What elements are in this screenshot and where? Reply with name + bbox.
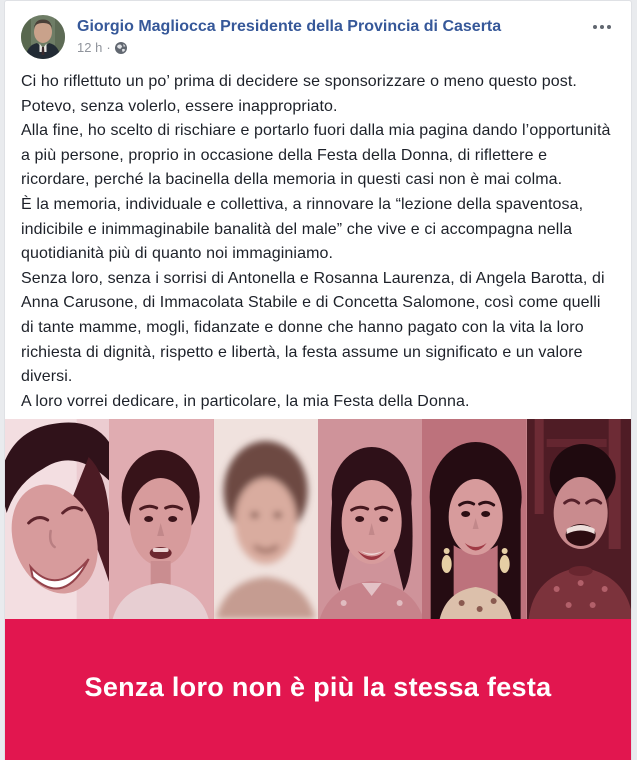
author-name-link[interactable]: Giorgio Magliocca Presidente della Provincia di Caserta	[77, 18, 502, 35]
portrait-panel-2	[109, 419, 213, 619]
header-text-block	[77, 15, 581, 55]
portrait-panel-5	[422, 419, 526, 619]
post-text-line: Ci ho riflettuto un po’ prima di decidere se sponsorizzare o meno questo post.	[21, 73, 577, 90]
author-avatar[interactable]	[21, 15, 65, 59]
globe-public-icon	[115, 42, 127, 54]
ellipsis-icon	[593, 25, 597, 29]
post-text	[5, 68, 631, 419]
post-text-line: Potevo, senza volerlo, essere inappropriato.	[21, 97, 338, 115]
banner-text: Senza loro non è più la stessa festa	[84, 672, 552, 703]
portrait-panel-1	[5, 419, 109, 619]
post-image[interactable]	[5, 419, 631, 760]
timestamp[interactable]: 12 h	[77, 40, 103, 55]
photo-collage	[5, 419, 631, 619]
post-text-line: È la memoria, individuale e collettiva, a rinnovare la “lezione della spaventosa, indicibile e inimmaginabile banalità del male” che vive e ci accompagna nella quotidianità più di quanto noi immaginiamo.	[21, 195, 584, 263]
post-text-line: Alla fine, ho scelto di rischiare e portarlo fuori dalla mia pagina dando l’opportunità a più persone, proprio in occasione della Festa della Donna, di riflettere e ricordare, perché la bacinella della memoria in questi casi non è mai colma.	[21, 122, 611, 189]
portrait-panel-3	[214, 419, 318, 619]
post-header	[5, 1, 631, 68]
facebook-post-card	[4, 0, 632, 760]
post-text-line: A loro vorrei dedicare, in particolare, la mia Festa della Donna.	[21, 392, 470, 410]
portrait-panel-6	[527, 419, 631, 619]
post-meta[interactable]	[77, 40, 581, 55]
image-banner	[5, 619, 631, 760]
avatar-photo	[21, 15, 65, 59]
portrait-panel-4	[318, 419, 422, 619]
post-text-line: Senza loro, senza i sorrisi di Antonella e Rosanna Laurenza, di Angela Barotta, di Anna Carusone, di Immacolata Stabile e di Concetta Salomone, così come quelli di tante mamme, mogli, fidanzate e donne che hanno pagato con la vita la loro richiesta di dignità, rispetto e libertà, la festa assume un significato e un valore diversi.	[21, 269, 605, 386]
post-options-button[interactable]	[581, 15, 619, 39]
meta-separator: ·	[106, 40, 111, 55]
